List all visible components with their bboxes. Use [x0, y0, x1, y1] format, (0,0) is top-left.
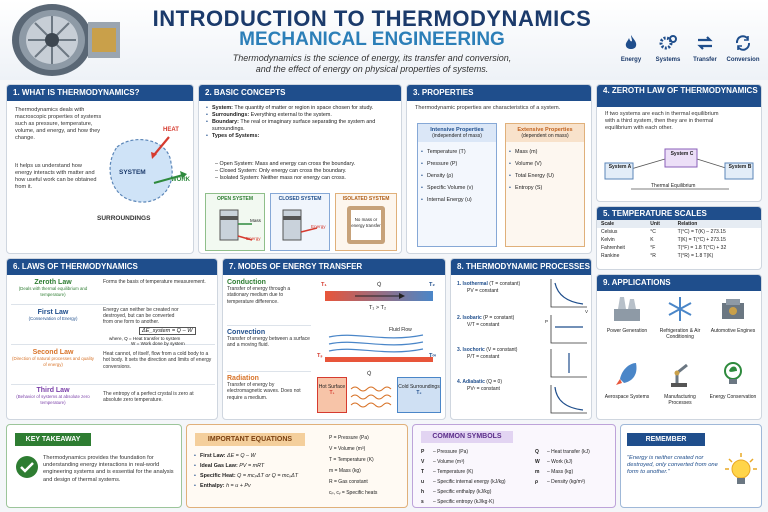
fluid-flow-label: Fluid Flow [389, 327, 412, 333]
symbol-row: W – Work (kJ) [535, 459, 573, 465]
pv-axis-p: P [545, 319, 549, 324]
header [0, 0, 768, 80]
symbol-row: m – Mass (kg) [535, 469, 574, 475]
page-title: INTRODUCTION TO THERMODYNAMICS [152, 6, 592, 31]
section-title: 8. THERMODYNAMIC PROCESSES [451, 259, 591, 275]
app-aerospace: Aerospace Systems [601, 359, 653, 400]
header-icon-systems: Systems [651, 34, 685, 63]
section-what-is-thermodynamics [6, 84, 194, 254]
work-label: WORK [171, 177, 190, 183]
table-row: Celsius °C T(°C) = T(K) – 273.15 [601, 229, 726, 235]
app-power-generation: Power Generation [601, 295, 653, 334]
section-title: 7. MODES OF ENERGY TRANSFER [223, 259, 445, 275]
turbine-illustration [4, 2, 122, 78]
symbols-left [421, 447, 531, 507]
closed-system-box: CLOSED SYSTEM Energy [270, 193, 330, 251]
law-third: Third Law (Behavior of systems at absolute zero temperature) The entropy of a perfect crystal is zero at absolute zero temperature. [16, 387, 194, 405]
mode-conduction: Conduction Transfer of energy through a stationary medium due to temperature difference. [227, 279, 291, 305]
law-second: Second Law (Direction of natural processes and quality of energy) Heat cannot, of itself, flow from a cold body to a hot body. It sets the direction and limits of energy conversions. [11, 347, 215, 385]
section-title: REMEMBER [627, 433, 705, 446]
process-isochoric: 3. Isochoric (V = constant) P/T = constant [457, 347, 518, 360]
app-energy-conservation: Energy Conservation [707, 359, 759, 400]
system-label: SYSTEM [119, 169, 146, 176]
concepts-list [205, 105, 397, 140]
remember-box [620, 424, 762, 508]
section-title: 5. TEMPERATURE SCALES [597, 207, 761, 220]
remember-quote: "Energy is neither created nor destroyed, only converted from one form to another." [627, 455, 718, 476]
convection-ts: Tₛ [317, 353, 323, 359]
extensive-item: • Total Energy (U) [508, 170, 582, 182]
section-title: 9. APPLICATIONS [597, 275, 761, 291]
section-laws [6, 258, 218, 420]
page-subtitle: MECHANICAL ENGINEERING [239, 29, 505, 50]
system-b-box: System B [728, 164, 752, 170]
section-title: 6. LAWS OF THERMODYNAMICS [7, 259, 217, 275]
energy-label: Energy [246, 236, 261, 241]
symbol-row: h – Specific enthalpy (kJ/kg) [421, 489, 492, 495]
intensive-item: • Density (ρ) [420, 170, 494, 182]
section-title: IMPORTANT EQUATIONS [195, 433, 305, 446]
heat-label: HEAT [163, 127, 179, 133]
mass-label: Mass [250, 218, 261, 223]
section-title: 4. ZEROTH LAW OF THERMODYNAMICS [597, 85, 761, 107]
section-applications [596, 274, 762, 420]
intro-paragraph: Thermodynamics deals with macroscopic properties of systems such as pressure, temperature, volume, and energy, and how they change. [15, 107, 102, 141]
conduction-t2: T₂ [429, 282, 435, 288]
section-temperature-scales [596, 206, 762, 270]
section-zeroth-law [596, 84, 762, 202]
table-header-row: Scale Unit Relation [597, 220, 761, 228]
gears-icon [659, 34, 677, 52]
process-isobaric: 2. Isobaric (P = constant) V/T = constant [457, 315, 515, 328]
header-icon-transfer: Transfer [689, 34, 721, 63]
check-circle-icon [15, 455, 39, 479]
snowflake-icon [665, 295, 695, 323]
concept-item: • Surroundings: Everything external to the system. [205, 112, 397, 119]
intensive-item: • Temperature (T) [420, 146, 494, 158]
system-types: – Open System: Mass and energy can cross the boundary. – Closed System: Only energy can cross the boundary. – Isolated System: Neither mass nor energy can cross. [215, 161, 356, 181]
section-title: 3. PROPERTIES [407, 85, 591, 101]
extensive-item: • Mass (m) [508, 146, 582, 158]
law-first: First Law (Conservation of Energy) Energy can neither be created nor destroyed, but can be converted from one form to another. ΔE_system = Q – W where, Q = Heat transfer to system W = Work done by system [11, 305, 215, 345]
section-properties [406, 84, 592, 254]
convection-diagram [315, 327, 443, 367]
app-automotive: Automotive Engines [707, 295, 759, 334]
engine-icon [718, 295, 748, 323]
mode-radiation: Radiation Transfer of energy by electromagnetic waves. Does not require a medium. [227, 371, 311, 401]
rocket-icon [612, 359, 642, 389]
key-takeaway-box [6, 424, 182, 508]
cycle-arrows-icon [734, 34, 752, 52]
symbol-row: V – Volume (m³) [421, 459, 465, 465]
equation-item: • Enthalpy: h = u + Pv [193, 481, 325, 491]
equation-item: • First Law: ΔE = Q – W [193, 451, 325, 461]
extensive-properties-box: Extensive Properties (dependent on mass) • Mass (m) • Volume (V) • Total Energy (U) • Entropy (S) [505, 123, 585, 247]
mode-convection: Convection Transfer of energy between a surface and a moving fluid. [227, 325, 311, 349]
process-isothermal: 1. Isothermal (T = constant) PV = constant [457, 281, 521, 294]
process-adiabatic: 4. Adiabatic (Q = 0) PVᵞ = constant [457, 379, 502, 392]
lightbulb-leaf-icon [718, 359, 748, 389]
conduction-t1: T₁ [321, 282, 327, 288]
pv-axis-v: V [585, 309, 589, 314]
piston-cylinder-icon [206, 202, 266, 248]
robot-arm-icon [665, 359, 695, 389]
symbol-row: ρ – Density (kg/m³) [535, 479, 586, 485]
header-icon-energy: Energy [616, 34, 646, 63]
equilibrium-label: Thermal Equilibrium [651, 183, 696, 189]
zeroth-law-text: If two systems are each in thermal equilibrium with a third system, then they are in thermal equilibrium with each other. [605, 111, 719, 131]
app-refrigeration: Refrigeration & Air Conditioning [653, 295, 707, 340]
energy-label: Energy [311, 224, 326, 229]
symbol-row: P – Pressure (Pa) [421, 449, 469, 455]
symbol-row: u – Specific internal energy (kJ/kg) [421, 479, 506, 485]
symbol-row: T – Temperature (K) [421, 469, 474, 475]
equation-list [193, 451, 325, 491]
surroundings-label: SURROUNDINGS [97, 215, 151, 222]
section-title: 1. WHAT IS THERMODYNAMICS? [7, 85, 193, 101]
convection-tinf: T∞ [429, 353, 437, 359]
section-basic-concepts [198, 84, 402, 254]
section-title: KEY TAKEAWAY [15, 433, 91, 446]
intensive-item: • Pressure (P) [420, 158, 494, 170]
takeaway-text: Thermodynamics provides the foundation for understanding energy interactions in real-world engineering systems and is essential for the analysis and design of thermal systems. [43, 455, 174, 483]
flame-icon [622, 34, 640, 52]
extensive-item: • Entropy (S) [508, 182, 582, 194]
concept-item: • Boundary: The real or imaginary surface separating the system and surroundings. [205, 119, 397, 133]
system-a-box: System A [608, 164, 632, 170]
concept-item: • System: The quantity of matter or region in space chosen for study. [205, 105, 397, 112]
equation-definitions: P = Pressure (Pa) V = Volume (m³) T = Temperature (K) m = Mass (kg) R = Gas constant cₚ, cᵥ = Specific heats [329, 435, 378, 496]
second-paragraph: It helps us understand how energy interacts with matter and how useful work can be obtained from it. [15, 163, 97, 190]
cold-surroundings-box: Cold Surroundings T₂ [397, 377, 441, 413]
isolated-system-box: ISOLATED SYSTEM No mass or energy transfer [335, 193, 397, 251]
symbol-row: Q – Heat transfer (kJ) [535, 449, 590, 455]
conduction-q: Q̇ [377, 282, 382, 288]
radiation-q: Q̇ [367, 371, 372, 377]
tagline-line-1: Thermodynamics is the science of energy, its transfer and conversion, [232, 53, 512, 63]
section-processes [450, 258, 592, 420]
intensive-item: • Specific Volume (v) [420, 182, 494, 194]
lightbulb-icon [725, 453, 757, 489]
section-title: COMMON SYMBOLS [421, 431, 513, 443]
common-symbols-box [412, 424, 616, 508]
equation-item: • Ideal Gas Law: PV = mRT [193, 461, 325, 471]
law-zeroth: Zeroth Law (Deals with thermal equilibrium and temperature) Forms the basis of temperature measurement. [11, 277, 215, 305]
table-row: Kelvin K T(K) = T(°C) + 273.15 [601, 237, 726, 243]
intensive-item: • Internal Energy (u) [420, 194, 494, 206]
section-title: 2. BASIC CONCEPTS [199, 85, 401, 101]
extensive-item: • Volume (V) [508, 158, 582, 170]
equation-item: • Specific Heat: Q = mcₚΔT or Q = mcᵥΔT [193, 471, 325, 481]
properties-intro: Thermodynamic properties are characteristics of a system. [415, 105, 561, 111]
power-plant-icon [612, 295, 642, 323]
important-equations-box [186, 424, 408, 508]
conduction-relation: T₁ > T₂ [369, 305, 387, 311]
intensive-properties-box: Intensive Properties (independent of mass) • Temperature (T) • Pressure (P) • Density (ρ) • Specific Volume (v) • Internal Energy (u) [417, 123, 497, 247]
hot-surface-box: Hot Surface T₁ [317, 377, 347, 413]
first-law-equation: ΔE_system = Q – W [139, 327, 196, 335]
radiation-waves [349, 377, 395, 413]
symbol-row: s – Specific entropy (kJ/kg·K) [421, 499, 495, 505]
arrows-exchange-icon [696, 34, 714, 52]
symbols-right [535, 447, 615, 487]
temperature-table [597, 220, 761, 260]
open-system-box: OPEN SYSTEM Mass Energy [205, 193, 265, 251]
table-row: Fahrenheit °F T(°F) = 1.8 T(°C) + 32 [601, 245, 727, 251]
section-energy-transfer [222, 258, 446, 420]
tagline-line-2: and the effect of energy on physical properties of systems. [255, 64, 489, 74]
table-row: Rankine °R T(°R) = 1.8 T(K) [601, 253, 714, 259]
concept-item: • Types of Systems: [205, 133, 397, 140]
app-manufacturing: Manufacturing Processes [653, 359, 707, 406]
system-diagram [99, 127, 191, 239]
header-icon-conversion: Conversion [722, 34, 764, 63]
system-c-box: System C [670, 151, 694, 157]
pv-diagrams [547, 277, 591, 419]
